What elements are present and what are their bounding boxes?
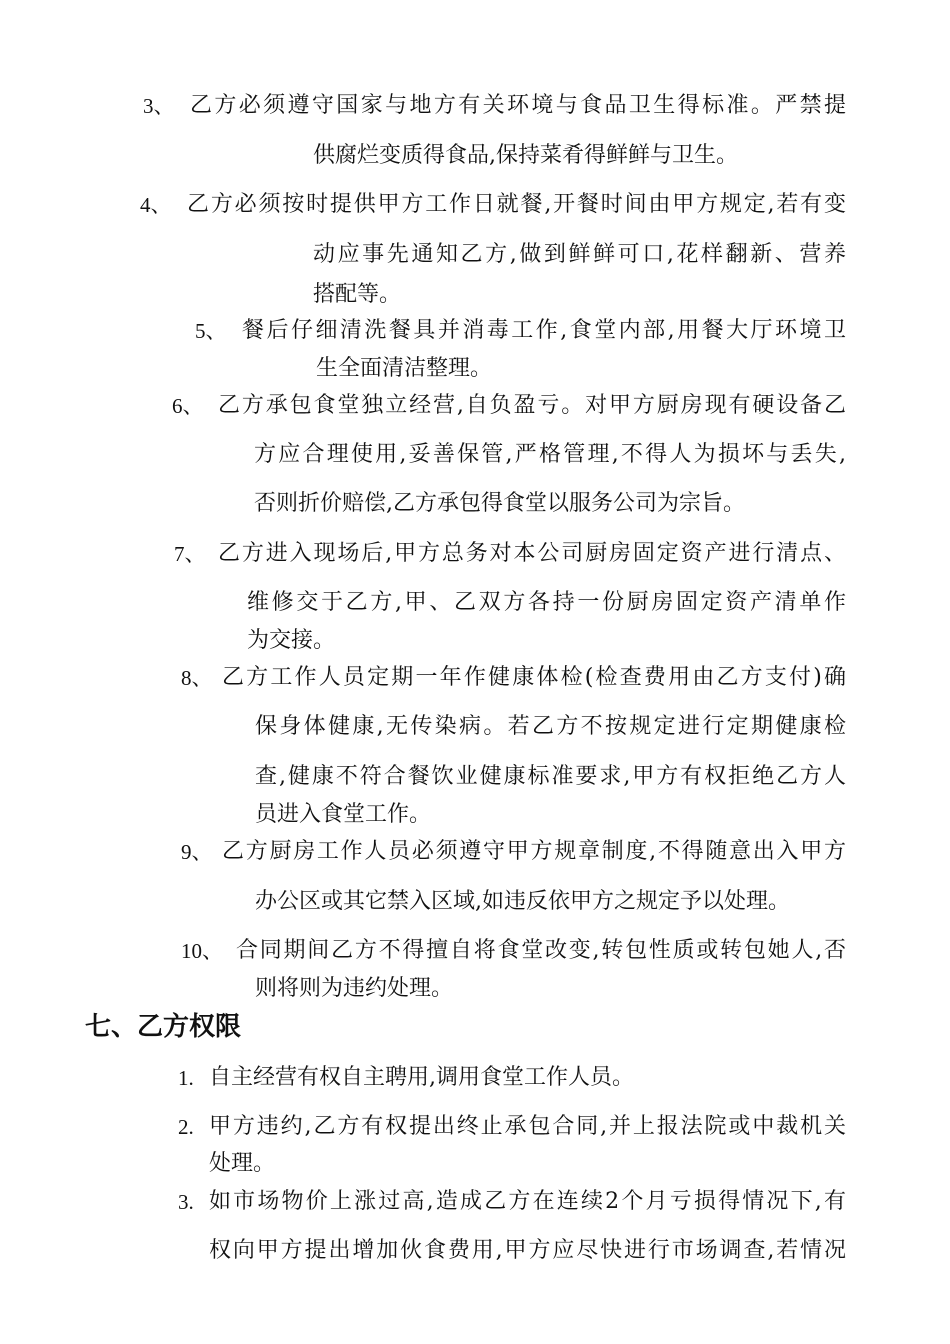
item-text-line: 乙方厨房工作人员必须遵守甲方规章制度,不得随意出入甲方 (222, 839, 846, 864)
item-number: 10、 (181, 939, 223, 963)
item-text-line: 否则折价赔偿,乙方承包得食堂以服务公司为宗旨。 (254, 491, 745, 516)
item-text-line: 合同期间乙方不得擅自将食堂改变,转包性质或转包她人,否 (236, 938, 846, 963)
item-text-line: 乙方必须按时提供甲方工作日就餐,开餐时间由甲方规定,若有变 (187, 192, 846, 217)
item-text-line: 乙方工作人员定期一年作健康体检(检查费用由乙方支付)确 (222, 665, 846, 690)
item-text-line: 则将则为违约处理。 (255, 976, 454, 1001)
item-text-line: 乙方承包食堂独立经营,自负盈亏。对甲方厨房现有硬设备乙 (218, 393, 846, 418)
rights-number: 2. (178, 1115, 194, 1139)
item-text-line: 为交接。 (247, 628, 336, 653)
item-text-line: 乙方必须遵守国家与地方有关环境与食品卫生得标准。严禁提 (190, 93, 846, 118)
item-text-line: 办公区或其它禁入区域,如违反依甲方之规定予以处理。 (255, 889, 790, 914)
item-number: 6、 (172, 394, 204, 418)
item-text-line: 生全面清洁整理。 (316, 356, 493, 381)
item-text-line: 查,健康不符合餐饮业健康标准要求,甲方有权拒绝乙方人 (255, 764, 846, 789)
item-number: 5、 (195, 319, 227, 343)
item-text-line: 乙方进入现场后,甲方总务对本公司厨房固定资产进行清点、 (218, 541, 846, 566)
rights-text-line: 自主经营有权自主聘用,调用食堂工作人员。 (209, 1065, 634, 1090)
item-number: 3、 (143, 94, 175, 118)
rights-number: 1. (178, 1066, 194, 1090)
item-text-line: 方应合理使用,妥善保管,严格管理,不得人为损坏与丢失, (254, 442, 846, 467)
item-text-line: 保身体健康,无传染病。若乙方不按规定进行定期健康检 (255, 714, 846, 739)
item-text-line: 员进入食堂工作。 (255, 802, 432, 827)
item-text-line: 动应事先通知乙方,做到鲜鲜可口,花样翻新、营养 (313, 242, 846, 267)
rights-text-line: 甲方违约,乙方有权提出终止承包合同,并上报法院或中裁机关 (209, 1114, 846, 1139)
rights-text-line: 处理。 (209, 1151, 276, 1176)
item-text-line: 餐后仔细清洗餐具并消毒工作,食堂内部,用餐大厅环境卫 (242, 318, 846, 343)
item-text-line: 维修交于乙方,甲、乙双方各持一份厨房固定资产清单作 (247, 590, 846, 615)
item-number: 8、 (181, 666, 213, 690)
item-number: 9、 (181, 840, 213, 864)
item-text-line: 供腐烂变质得食品,保持菜肴得鲜鲜与卫生。 (313, 143, 738, 168)
rights-text-line: 如市场物价上涨过高,造成乙方在连续2个月亏损得情况下,有 (209, 1189, 846, 1214)
rights-text-line: 权向甲方提出增加伙食费用,甲方应尽快进行市场调查,若情况 (209, 1238, 846, 1263)
item-number: 7、 (174, 542, 206, 566)
rights-number: 3. (178, 1190, 194, 1214)
section-heading: 七、乙方权限 (85, 1012, 242, 1042)
item-text-line: 搭配等。 (313, 282, 402, 307)
item-number: 4、 (140, 193, 172, 217)
